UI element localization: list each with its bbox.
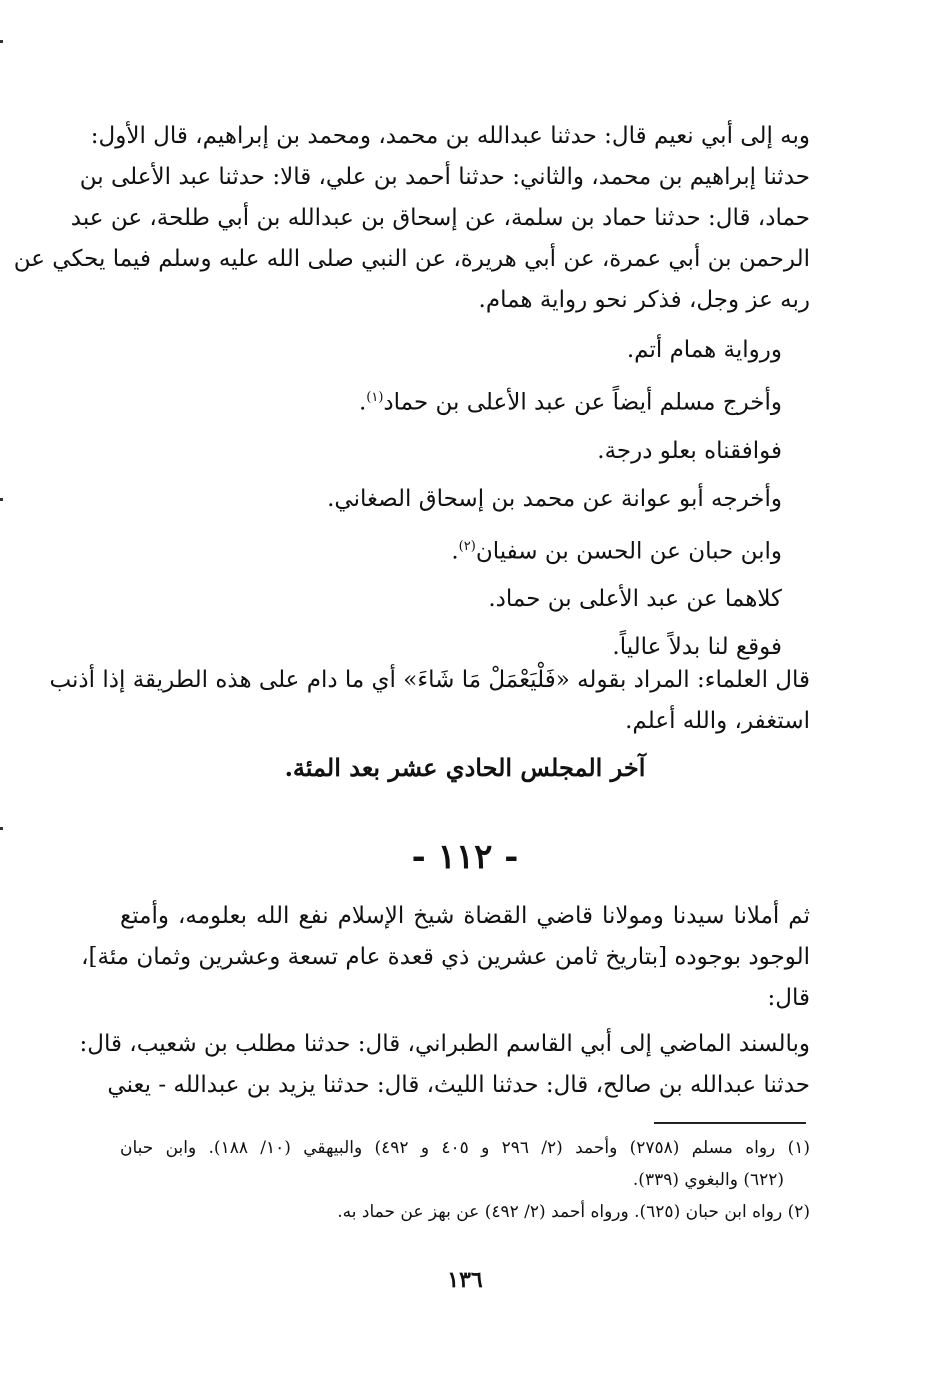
paragraph-hadith-chain (13, 116, 810, 321)
text-line: وأخرجه أبو عوانة عن محمد بن إسحاق الصغاني. (327, 485, 782, 512)
text-line: ورواية همام أتم. (626, 337, 782, 363)
footnote-separator (654, 1122, 806, 1124)
text-line: وبه إلى أبي نعيم قال: حدثنا عبدالله بن محمد، ومحمد بن إبراهيم، قال الأول: (90, 123, 810, 149)
paragraph-new-chain (79, 1024, 810, 1106)
text-line: كلاهما عن عبد الأعلى بن حماد. (488, 586, 782, 613)
scan-edge-mark (0, 40, 3, 43)
page-number: ١٣٦ (447, 1267, 483, 1293)
session-number-heading: - ١١٢ - (411, 837, 519, 877)
text-line: قال: (767, 985, 810, 1011)
text-line: ربه عز وجل، فذكر نحو رواية همام. (478, 287, 810, 313)
footnote-ref-1: (١) (366, 390, 384, 405)
text-line: استغفر، والله أعلم. (625, 708, 810, 734)
session-end-heading: آخر المجلس الحادي عشر بعد المئة. (284, 753, 646, 782)
text-line: ثم أملانا سيدنا ومولانا قاضي القضاة شيخ الإسلام نفع الله بعلومه، وأمتع (120, 903, 810, 929)
text-line: فوقع لنا بدلاً عالياً. (612, 634, 782, 661)
footnote-line: (١) رواه مسلم (٢٧٥٨) وأحمد (٢/ ٢٩٦ و ٤٠٥ و ٤٩٢) والبيهقي (١٠/ ١٨٨). وابن حبان (120, 1138, 810, 1158)
text-line: حماد، قال: حدثنا حماد بن سلمة، عن إسحاق بن عبدالله بن أبي طلحة، عن عبد (70, 205, 810, 231)
paragraph-scholars-comment (49, 660, 810, 742)
scan-edge-mark (0, 827, 3, 830)
text-line: الوجود بوجوده [بتاريخ ثامن عشرين ذي قعدة عام تسعة وعشرين وثمان مئة]، (81, 944, 810, 970)
footnote-ref-2: (٢) (458, 538, 476, 554)
footnote-line: (٢) رواه ابن حبان (٦٢٥). ورواه أحمد (٢/ ٤٩٢) عن بهز عن حماد به. (337, 1202, 810, 1222)
text-line: قال العلماء: المراد بقوله «فَلْيَعْمَلْ مَا شَاءَ» أي ما دام على هذه الطريقة إذا أذنب (49, 667, 810, 693)
text-line: حدثنا إبراهيم بن محمد، والثاني: حدثنا أحمد بن علي، قالا: حدثنا عبد الأعلى بن (79, 164, 810, 190)
footnote-line: (٦٢٢) والبغوي (٣٣٩). (632, 1170, 784, 1190)
text-line: حدثنا عبدالله بن صالح، قال: حدثنا الليث، قال: حدثنا يزيد بن عبدالله - يعني (107, 1072, 810, 1098)
paragraph-dictation-intro (81, 896, 810, 1019)
scan-edge-mark (0, 498, 3, 501)
takhrij-lines (120, 326, 782, 671)
text-line: وبالسند الماضي إلى أبي القاسم الطبراني، قال: حدثنا مطلب بن شعيب، قال: (79, 1031, 810, 1057)
text-line: فوافقناه بعلو درجة. (597, 437, 782, 464)
text-line: وابن حبان عن الحسن بن سفيان$^{(٢)}$. (451, 538, 782, 565)
text-line: الرحمن بن أبي عمرة، عن أبي هريرة، عن النبي صلى الله عليه وسلم فيما يحكي عن (13, 246, 810, 272)
footnotes (120, 1132, 810, 1228)
text-line: وأخرج مسلم أيضاً عن عبد الأعلى بن حماد$^{(١)}$. (358, 389, 782, 416)
